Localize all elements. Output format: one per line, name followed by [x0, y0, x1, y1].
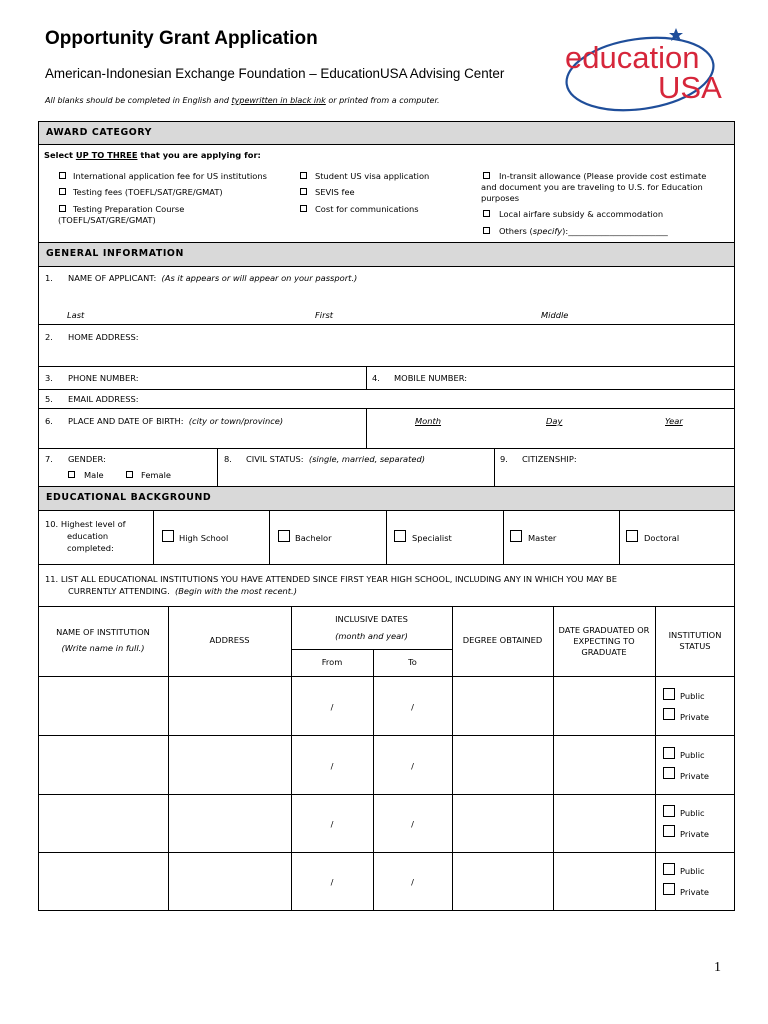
row2-private-checkbox[interactable]: [663, 767, 675, 779]
page-number: 1: [714, 960, 721, 975]
level-high-school-checkbox[interactable]: [162, 530, 174, 542]
row2-public-checkbox[interactable]: [663, 747, 675, 759]
col-address-header: ADDRESS: [209, 635, 250, 645]
q10-label-line2: education: [67, 531, 109, 541]
award-checkbox-communications[interactable]: [300, 205, 307, 212]
level-specialist-label: Specialist: [412, 533, 452, 543]
q5-number: 5.: [45, 394, 53, 404]
award-category-heading: AWARD CATEGORY: [38, 121, 735, 145]
row3-public-checkbox[interactable]: [663, 805, 675, 817]
q11-line1: 11. LIST ALL EDUCATIONAL INSTITUTIONS YOU HAVE ATTENDED SINCE FIRST YEAR HIGH SCHOOL, INCLUDING ANY IN WHICH YOU MAY BE: [45, 574, 617, 584]
row2-private-label: Private: [680, 771, 709, 781]
q10-label-line1: 10. Highest level of: [45, 519, 126, 529]
row3-private-label: Private: [680, 829, 709, 839]
level-doctoral-checkbox[interactable]: [626, 530, 638, 542]
gender-female-checkbox[interactable]: [126, 471, 133, 478]
page-subtitle: American-Indonesian Exchange Foundation – EducationUSA Advising Center: [45, 66, 505, 81]
q7-number: 7.: [45, 454, 53, 464]
svg-text:education: education: [565, 40, 700, 75]
q1-label: NAME OF APPLICANT: (As it appears or will appear on your passport.): [68, 273, 358, 283]
award-label: SEVIS fee: [315, 187, 355, 197]
col-graduated-header: DATE GRADUATED OR EXPECTING TO GRADUATE: [558, 625, 650, 657]
row1-to-slash: /: [411, 702, 414, 712]
col-dates-hint: (month and year): [335, 631, 408, 641]
q9-number: 9.: [500, 454, 508, 464]
name-middle-label: Middle: [541, 310, 569, 320]
award-others-label: Others (specify):________________________: [499, 226, 668, 236]
award-label: and document you are traveling to U.S. for Education: [481, 182, 703, 192]
award-checkbox-others[interactable]: [483, 227, 490, 234]
award-label: International application fee for US institutions: [73, 171, 267, 181]
row4-public-label: Public: [680, 866, 705, 876]
level-master-label: Master: [528, 533, 557, 543]
row4-private-checkbox[interactable]: [663, 883, 675, 895]
col-from-header: From: [321, 657, 343, 667]
gender-female-label: Female: [141, 470, 171, 480]
award-checkbox-sevis[interactable]: [300, 188, 307, 195]
application-form: [38, 121, 735, 911]
award-label: Local airfare subsidy & accommodation: [499, 209, 664, 219]
level-master-checkbox[interactable]: [510, 530, 522, 542]
row2-public-label: Public: [680, 750, 705, 760]
row3-from-slash: /: [330, 819, 334, 829]
level-high-school-label: High School: [179, 533, 229, 543]
home-address-label: HOME ADDRESS:: [68, 332, 139, 342]
col-status-header: INSTITUTION STATUS: [668, 630, 722, 651]
award-checkbox-in-transit[interactable]: [483, 172, 490, 179]
award-checkbox-intl-fee[interactable]: [59, 172, 66, 179]
row4-from-slash: /: [330, 877, 334, 887]
level-bachelor-label: Bachelor: [295, 533, 332, 543]
row1-public-checkbox[interactable]: [663, 688, 675, 700]
q3-number: 3.: [45, 373, 53, 383]
row2-to-slash: /: [411, 761, 414, 771]
civil-status-label: CIVIL STATUS: (single, married, separated): [246, 454, 425, 464]
instructions-note: All blanks should be completed in English and typewritten in black ink or printed from a computer.: [45, 96, 440, 105]
citizenship-label: CITIZENSHIP:: [522, 454, 577, 464]
award-label: Testing Preparation Course: [73, 204, 185, 214]
level-doctoral-label: Doctoral: [644, 533, 680, 543]
gender-male-checkbox[interactable]: [68, 471, 75, 478]
q2-number: 2.: [45, 332, 53, 342]
page-title: Opportunity Grant Application: [45, 28, 318, 49]
name-last-label: Last: [67, 310, 85, 320]
col-to-header: To: [408, 657, 417, 667]
gender-label: GENDER:: [68, 454, 106, 464]
award-checkbox-test-prep[interactable]: [59, 205, 66, 212]
email-address-label: EMAIL ADDRESS:: [68, 394, 139, 404]
educational-background-heading: EDUCATIONAL BACKGROUND: [38, 486, 735, 511]
level-bachelor-checkbox[interactable]: [278, 530, 290, 542]
award-checkbox-testing-fees[interactable]: [59, 188, 66, 195]
name-first-label: First: [315, 310, 334, 320]
row3-public-label: Public: [680, 808, 705, 818]
row4-to-slash: /: [411, 877, 414, 887]
row3-to-slash: /: [411, 819, 414, 829]
level-specialist-checkbox[interactable]: [394, 530, 406, 542]
birth-place-date-label: PLACE AND DATE OF BIRTH: (city or town/province): [68, 416, 284, 426]
svg-text:USA: USA: [658, 70, 722, 105]
q6-number: 6.: [45, 416, 53, 426]
q8-number: 8.: [224, 454, 232, 464]
q4-number: 4.: [372, 373, 380, 383]
award-checkbox-local-airfare[interactable]: [483, 210, 490, 217]
row3-private-checkbox[interactable]: [663, 825, 675, 837]
award-instruction: Select UP TO THREE that you are applying for:: [44, 150, 261, 160]
award-label: Testing fees (TOEFL/SAT/GRE/GMAT): [73, 187, 223, 197]
award-label: In-transit allowance (Please provide cost estimate: [499, 171, 707, 181]
award-label: purposes: [481, 193, 520, 203]
day-label: Day: [546, 416, 563, 426]
col-name-hint: (Write name in full.): [61, 643, 145, 653]
general-information-heading: GENERAL INFORMATION: [38, 242, 735, 267]
row4-private-label: Private: [680, 887, 709, 897]
educationusa-logo: [560, 22, 730, 114]
q1-number: 1.: [45, 273, 53, 283]
year-label: Year: [665, 416, 683, 426]
row1-private-label: Private: [680, 712, 709, 722]
q10-label-line3: completed:: [67, 543, 114, 553]
mobile-number-label: MOBILE NUMBER:: [394, 373, 468, 383]
row1-from-slash: /: [330, 702, 334, 712]
row2-from-slash: /: [330, 761, 334, 771]
row1-public-label: Public: [680, 691, 705, 701]
award-label: Student US visa application: [315, 171, 430, 181]
award-label: (TOEFL/SAT/GRE/GMAT): [58, 215, 156, 225]
q11-line2: CURRENTLY ATTENDING. (Begin with the most recent.): [68, 586, 297, 596]
col-degree-header: DEGREE OBTAINED: [462, 635, 543, 645]
award-label: Cost for communications: [315, 204, 419, 214]
gender-male-label: Male: [84, 470, 104, 480]
col-name-header: NAME OF INSTITUTION: [56, 627, 150, 637]
row1-private-checkbox[interactable]: [663, 708, 675, 720]
row4-public-checkbox[interactable]: [663, 863, 675, 875]
phone-number-label: PHONE NUMBER:: [68, 373, 139, 383]
col-dates-header: INCLUSIVE DATES: [335, 614, 408, 624]
month-label: Month: [415, 416, 442, 426]
award-checkbox-visa[interactable]: [300, 172, 307, 179]
